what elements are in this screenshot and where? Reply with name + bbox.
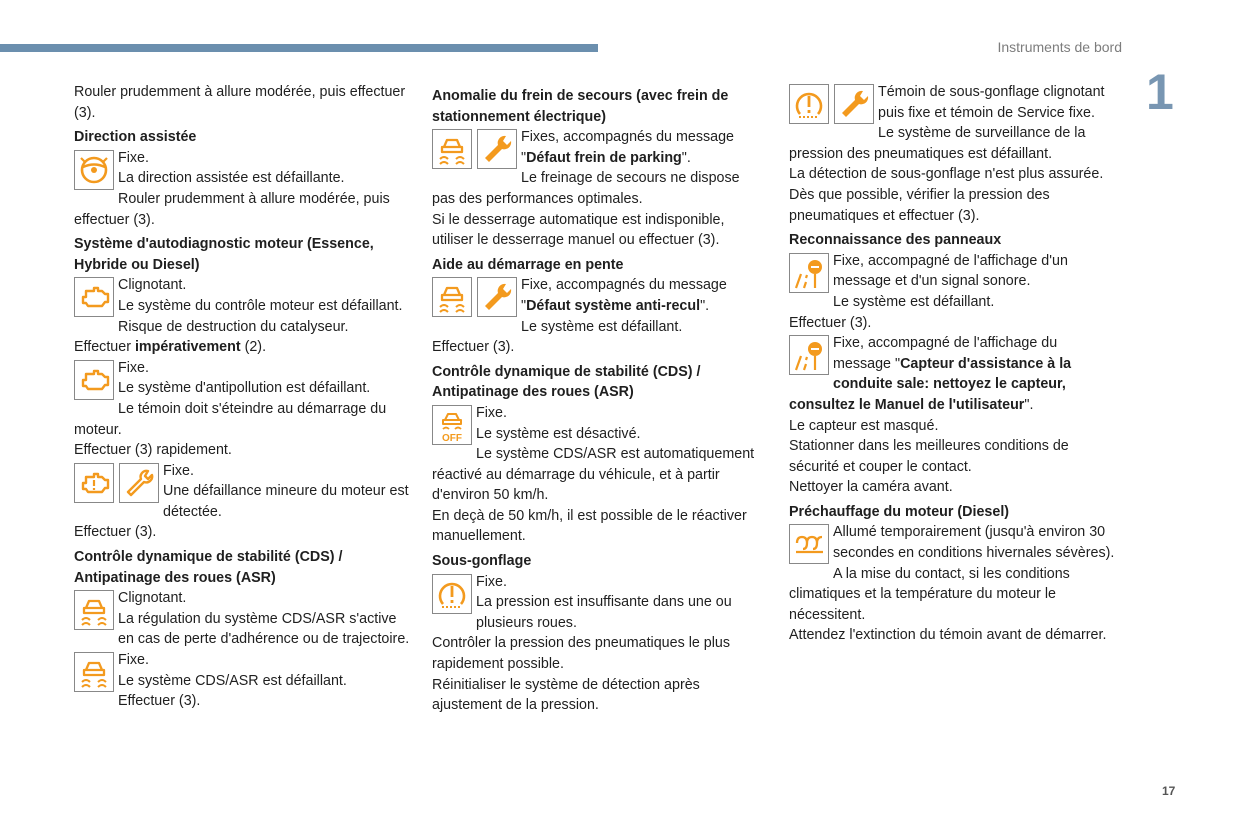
wrench-solid-icon — [477, 129, 517, 169]
engine-warning-icon — [74, 463, 114, 503]
paragraph: Le système est défaillant. — [833, 293, 995, 310]
paragraph: Effectuer (3). — [789, 314, 872, 331]
emphasis: impérativement — [134, 339, 241, 356]
paragraph: Nettoyer la caméra avant. — [789, 479, 953, 496]
paragraph: Témoin de sous-gonflage clignotant puis fixe et témoin de Service fixe. — [878, 84, 1105, 121]
chapter-number: 1 — [1146, 64, 1174, 120]
sign-recognition-icon — [789, 335, 829, 375]
warning-lamp-group — [74, 150, 114, 190]
paragraph: Réinitialiser le système de détection après ajustement de la pression. — [432, 676, 700, 714]
paragraph: Allumé temporairement (jusqu'à environ 30 secondes en conditions hivernales sévères). — [833, 524, 1115, 562]
wrench-icon — [119, 463, 159, 503]
emphasis: Capteur d'assistance à la conduite sale: nettoyez le capteur, consultez le Manuel de l'utilisateur — [789, 355, 1072, 413]
warning-lamp-group — [789, 253, 829, 293]
paragraph: La régulation du système CDS/ASR s'active en cas de perte d'adhérence ou de trajectoire. — [118, 610, 410, 648]
paragraph: Une défaillance mineure du moteur est détectée. — [163, 483, 409, 520]
paragraph: Rouler prudemment à allure modérée, puis effectuer (3). — [74, 84, 406, 121]
warning-lamp-group — [74, 590, 114, 630]
paragraph: Le système d'antipollution est défaillant. — [118, 380, 371, 397]
paragraph: Stationner dans les meilleures conditions de sécurité et couper le contact. — [789, 438, 1069, 475]
paragraph: Fixe. — [476, 573, 507, 590]
emphasis: Défaut système anti-recul — [526, 297, 701, 314]
glow-plug-icon — [789, 524, 829, 564]
paragraph: Le système CDS/ASR est défaillant. — [118, 672, 347, 689]
paragraph: Fixe. — [118, 149, 149, 166]
section-heading: Préchauffage du moteur (Diesel) — [789, 503, 1010, 520]
section-heading: Sous-gonflage — [432, 553, 532, 570]
wrench-solid-icon — [834, 84, 874, 124]
paragraph: Fixe. — [118, 359, 149, 376]
steering-wheel-icon — [74, 150, 114, 190]
warning-lamp-group — [432, 129, 517, 169]
warning-lamp-group — [789, 524, 829, 564]
paragraph: Le système est désactivé. — [476, 425, 641, 442]
column-1 — [74, 82, 410, 712]
tire-pressure-icon — [432, 574, 472, 614]
paragraph: Effectuer (3) rapidement. — [74, 442, 232, 459]
paragraph: Le système de surveillance de la pression des pneumatiques est défaillant. — [789, 125, 1086, 162]
tire-pressure-icon — [789, 84, 829, 124]
paragraph: A la mise du contact, si les conditions climatiques et la température du moteur le nécessitent. — [789, 565, 1070, 623]
paragraph: Le système est défaillant. — [521, 318, 683, 335]
paragraph: Fixe. — [163, 462, 194, 479]
warning-lamp-group — [789, 335, 829, 375]
skid-car-icon — [74, 652, 114, 692]
paragraph: Le système du contrôle moteur est défaillant. — [118, 297, 403, 314]
paragraph: Effectuer (3). — [118, 693, 201, 710]
emphasis: Défaut frein de parking — [526, 149, 682, 166]
paragraph: En deçà de 50 km/h, il est possible de le réactiver manuellement. — [432, 507, 747, 545]
paragraph: Le capteur est masqué. — [789, 417, 939, 434]
warning-lamp-group — [432, 405, 472, 445]
engine-icon — [74, 360, 114, 400]
section-title: Instruments de bord — [997, 39, 1122, 55]
svg-text:OFF: OFF — [442, 432, 462, 442]
skid-car-icon — [432, 277, 472, 317]
skid-car-icon — [432, 129, 472, 169]
warning-lamp-group — [74, 277, 114, 317]
section-heading: Direction assistée — [74, 129, 197, 146]
section-heading: Contrôle dynamique de stabilité (CDS) / Antipatinage des roues (ASR) — [74, 549, 343, 586]
paragraph: Contrôler la pression des pneumatiques le plus rapidement possible. — [432, 635, 731, 673]
section-heading: Contrôle dynamique de stabilité (CDS) / Antipatinage des roues (ASR) — [432, 363, 701, 401]
paragraph: La direction assistée est défaillante. — [118, 170, 345, 187]
section-heading: Aide au démarrage en pente — [432, 256, 624, 273]
wrench-solid-icon — [477, 277, 517, 317]
paragraph: Clignotant. — [118, 277, 187, 294]
paragraph: Fixe. — [476, 404, 507, 421]
paragraph: Effectuer impérativement (2). — [74, 339, 267, 356]
page-number: 17 — [1162, 784, 1176, 798]
sign-recognition-icon — [789, 253, 829, 293]
section-heading: Anomalie du frein de secours (avec frein de stationnement électrique) — [432, 88, 729, 125]
paragraph: Fixe. — [118, 652, 149, 669]
warning-lamp-group — [74, 360, 114, 400]
section-heading: Système d'autodiagnostic moteur (Essence, Hybride ou Diesel) — [74, 236, 374, 273]
paragraph: La pression est insuffisante dans une ou plusieurs roues. — [476, 594, 732, 631]
paragraph: Clignotant. — [118, 590, 187, 607]
paragraph: Le témoin doit s'éteindre au démarrage du moteur. — [74, 400, 387, 438]
paragraph: Le freinage de secours ne dispose pas des performances optimales. — [432, 170, 740, 207]
paragraph: Fixes, accompagnés du message "Défaut frein de parking". — [521, 129, 734, 166]
paragraph: Fixe, accompagné de l'affichage du message "Capteur d'assistance à la conduite sale: nettoyez le capteur, consultez le Manuel de l'utilisateur". — [789, 335, 1072, 413]
engine-icon — [74, 277, 114, 317]
paragraph: Fixe, accompagnés du message "Défaut système anti-recul". — [521, 277, 727, 314]
esp-off-icon — [432, 405, 472, 445]
warning-lamp-group — [74, 463, 159, 503]
section-heading: Reconnaissance des panneaux — [789, 232, 1002, 249]
paragraph: Le système CDS/ASR est automatiquement réactivé au démarrage du véhicule, et à partir d'environ 50 km/h. — [432, 446, 755, 504]
skid-car-icon — [74, 590, 114, 630]
warning-lamp-group — [74, 652, 114, 692]
header-accent-bar — [0, 44, 598, 52]
paragraph: Effectuer (3). — [432, 339, 515, 356]
paragraph: Risque de destruction du catalyseur. — [118, 318, 349, 335]
column-3 — [789, 82, 1119, 646]
paragraph: Rouler prudemment à allure modérée, puis effectuer (3). — [74, 190, 390, 228]
paragraph: Fixe, accompagné de l'affichage d'un message et d'un signal sonore. — [833, 252, 1068, 290]
warning-lamp-group — [789, 84, 874, 124]
paragraph: Effectuer (3). — [74, 524, 157, 541]
paragraph: La détection de sous-gonflage n'est plus assurée. — [789, 166, 1104, 183]
warning-lamp-group — [432, 277, 517, 317]
paragraph: Si le desserrage automatique est indisponible, utiliser le desserrage manuel ou effectuer (3). — [432, 211, 725, 249]
paragraph: Dès que possible, vérifier la pression des pneumatiques et effectuer (3). — [789, 186, 1050, 224]
paragraph: Attendez l'extinction du témoin avant de démarrer. — [789, 627, 1107, 644]
column-2 — [432, 82, 766, 716]
warning-lamp-group — [432, 574, 472, 614]
